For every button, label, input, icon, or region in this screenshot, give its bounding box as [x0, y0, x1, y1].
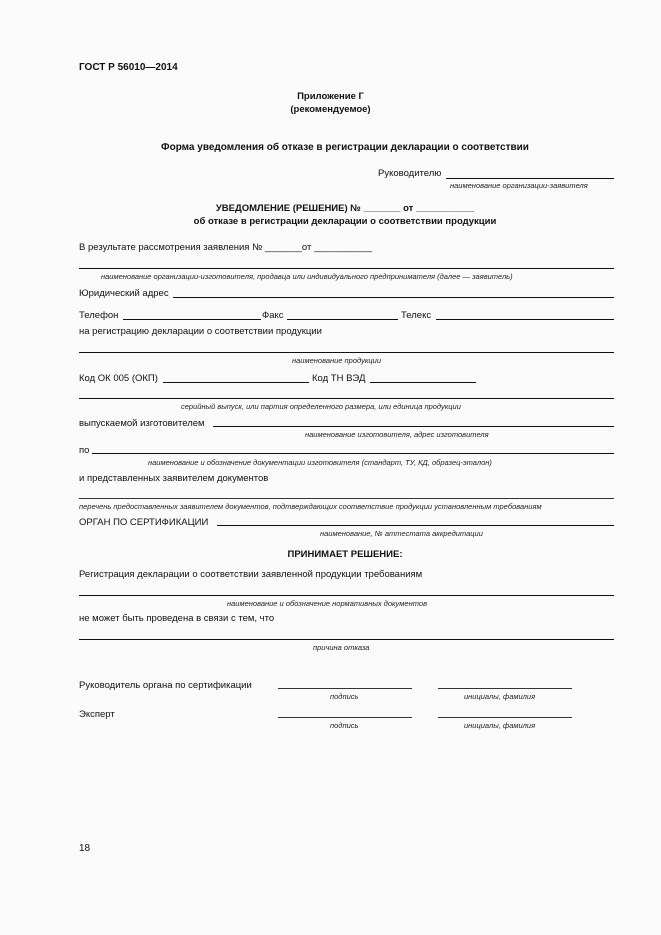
reason-caption: причина отказа: [313, 643, 370, 652]
by-label: по: [79, 445, 90, 456]
page-number: 18: [79, 843, 91, 854]
head-signature-line[interactable]: [278, 688, 412, 689]
appendix-title: Приложение Г: [297, 91, 364, 102]
fax-label: Факс: [262, 310, 284, 321]
registration-text: Регистрация декларации о соответствии заявленной продукции требованиям: [79, 569, 423, 580]
product-line[interactable]: [79, 352, 614, 353]
reason-line[interactable]: [79, 639, 614, 640]
manufactured-label: выпускаемой изготовителем: [79, 418, 205, 429]
expert-signature-caption: подпись: [330, 721, 359, 730]
ok-code-label: Код ОК 005 (ОКП): [79, 373, 158, 384]
norm-docs-caption: наименование и обозначение нормативных документов: [227, 599, 427, 608]
manufacturer-line[interactable]: [213, 426, 614, 427]
product-caption: наименование продукции: [292, 356, 382, 365]
serial-caption: серийный выпуск, или партия определенного размера, или единица продукции: [181, 402, 461, 411]
legal-address-label: Юридический адрес: [79, 288, 169, 299]
cert-body-caption: наименование, № аттестата аккредитации: [320, 529, 483, 538]
submitted-line[interactable]: [79, 498, 614, 499]
expert-signature-label: Эксперт: [79, 709, 115, 720]
legal-address-line[interactable]: [173, 297, 614, 298]
ok-code-line[interactable]: [163, 382, 309, 383]
cert-body-line[interactable]: [217, 525, 614, 526]
notice-subtitle: об отказе в регистрации декларации о соответствии продукции: [193, 216, 497, 227]
docs-line[interactable]: [92, 453, 614, 454]
standard-number: ГОСТ Р 56010—2014: [79, 62, 178, 73]
head-initials-line[interactable]: [438, 688, 572, 689]
expert-initials-caption: инициалы, фамилия: [464, 721, 536, 730]
expert-signature-line[interactable]: [278, 717, 412, 718]
application-line: В результате рассмотрения заявления № _______от ___________: [79, 242, 373, 253]
addressee-line[interactable]: [446, 178, 614, 179]
decision-heading: ПРИНИМАЕТ РЕШЕНИЕ:: [287, 549, 403, 560]
notice-title: УВЕДОМЛЕНИЕ (РЕШЕНИЕ) № _______ от ___________: [215, 203, 475, 214]
applicant-line[interactable]: [79, 268, 614, 269]
norm-docs-line[interactable]: [79, 595, 614, 596]
form-title: Форма уведомления об отказе в регистрации декларации о соответствии: [161, 142, 529, 153]
applicant-caption: наименование организации-изготовителя, продавца или индивидуального предпринимателя (далее — заявитель): [101, 272, 513, 281]
tn-code-label: Код ТН ВЭД: [312, 373, 366, 384]
cert-body-label: ОРГАН ПО СЕРТИФИКАЦИИ: [79, 517, 209, 528]
phone-label: Телефон: [79, 310, 119, 321]
tn-code-line[interactable]: [370, 382, 476, 383]
manufacturer-caption: наименование изготовителя, адрес изготовителя: [305, 430, 489, 439]
registration-label: на регистрацию декларации о соответствии продукции: [79, 326, 322, 337]
head-initials-caption: инициалы, фамилия: [464, 692, 536, 701]
serial-line[interactable]: [79, 398, 614, 399]
addressee-label: Руководителю: [378, 168, 442, 179]
telex-line[interactable]: [436, 319, 614, 320]
addressee-caption: наименование организации-заявителя: [450, 181, 588, 190]
head-signature-label: Руководитель органа по сертификации: [79, 680, 252, 691]
submitted-caption: перечень предоставленных заявителем документов, подтверждающих соответствие продукции установленным требованиям: [79, 502, 542, 511]
head-signature-caption: подпись: [330, 692, 359, 701]
docs-caption: наименование и обозначение документации изготовителя (стандарт, ТУ, КД, образец-эталон): [148, 458, 492, 467]
cannot-text: не может быть проведена в связи с тем, что: [79, 613, 275, 624]
telex-label: Телекс: [401, 310, 432, 321]
appendix-subtitle: (рекомендуемое): [290, 104, 371, 115]
phone-line[interactable]: [123, 319, 261, 320]
expert-initials-line[interactable]: [438, 717, 572, 718]
fax-line[interactable]: [287, 319, 398, 320]
submitted-label: и представленных заявителем документов: [79, 473, 269, 484]
